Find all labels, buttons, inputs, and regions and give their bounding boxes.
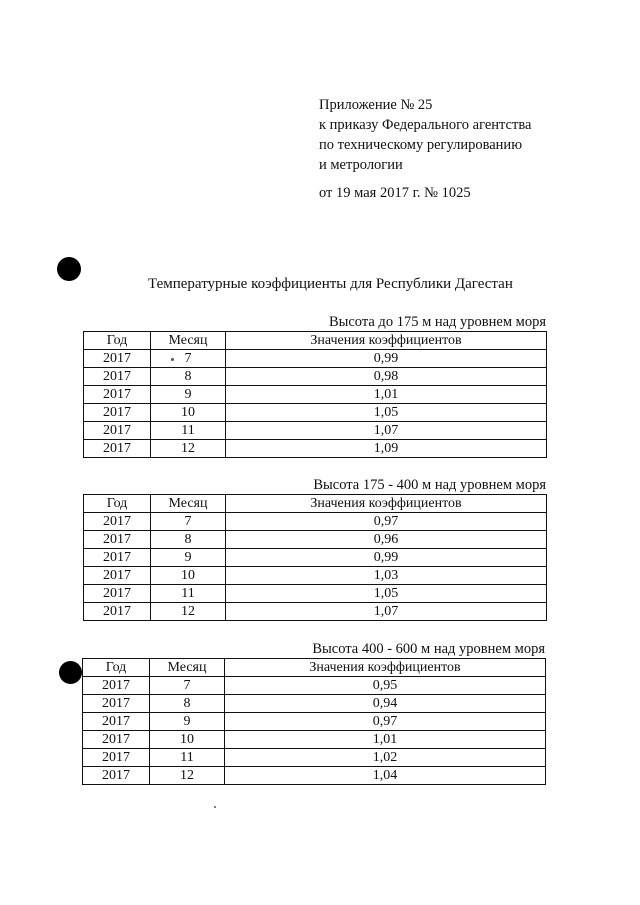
cell-value: 0,95 — [225, 677, 546, 695]
cell-value: 0,99 — [226, 350, 547, 368]
cell-month: 12 — [151, 440, 226, 458]
cell-year: 2017 — [84, 549, 151, 567]
table-row — [84, 350, 547, 368]
section-caption: Высота до 175 м над уровнем моря — [328, 314, 546, 330]
cell-year: 2017 — [84, 531, 151, 549]
punch-hole-bottom — [59, 661, 82, 684]
table-row — [84, 368, 547, 386]
cell-value: 1,01 — [226, 386, 547, 404]
header-month: Месяц — [151, 495, 226, 513]
header-value: Значения коэффициентов — [226, 332, 547, 350]
cell-month: 11 — [150, 749, 225, 767]
header-value: Значения коэффициентов — [225, 659, 546, 677]
cell-year: 2017 — [84, 368, 151, 386]
table-row — [84, 549, 547, 567]
cell-year: 2017 — [84, 567, 151, 585]
table-row — [84, 585, 547, 603]
cell-year: 2017 — [83, 677, 150, 695]
cell-year: 2017 — [84, 422, 151, 440]
table-row — [84, 404, 547, 422]
header-year: Год — [84, 332, 151, 350]
scan-speck — [171, 358, 174, 361]
header-year: Год — [83, 659, 150, 677]
appendix-order-line: к приказу Федерального агентства — [319, 117, 532, 133]
cell-value: 1,01 — [225, 731, 546, 749]
cell-value: 0,99 — [226, 549, 547, 567]
cell-value: 0,97 — [226, 513, 547, 531]
section-caption: Высота 175 - 400 м над уровнем моря — [313, 477, 546, 493]
cell-month: 7 — [151, 513, 226, 531]
cell-month: 7 — [151, 350, 226, 368]
cell-month: 10 — [151, 404, 226, 422]
cell-month: 8 — [151, 531, 226, 549]
document-title: Температурные коэффициенты для Республики Дагестан — [148, 276, 513, 292]
cell-month: 11 — [151, 422, 226, 440]
table-row — [84, 531, 547, 549]
scan-speck — [214, 806, 216, 808]
table-header-row — [84, 495, 547, 513]
cell-year: 2017 — [84, 440, 151, 458]
cell-month: 12 — [151, 603, 226, 621]
cell-year: 2017 — [84, 585, 151, 603]
header-month: Месяц — [151, 332, 226, 350]
cell-month: 8 — [151, 368, 226, 386]
cell-year: 2017 — [84, 350, 151, 368]
header-value: Значения коэффициентов — [226, 495, 547, 513]
table-row — [83, 695, 546, 713]
cell-value: 1,05 — [226, 585, 547, 603]
header-year: Год — [84, 495, 151, 513]
table-row — [84, 603, 547, 621]
appendix-metrology-line: и метрологии — [319, 157, 403, 173]
table-row — [84, 513, 547, 531]
cell-year: 2017 — [83, 749, 150, 767]
table-row — [83, 677, 546, 695]
table-row — [84, 440, 547, 458]
table-header-row — [83, 659, 546, 677]
appendix-date-line: от 19 мая 2017 г. № 1025 — [319, 185, 471, 201]
section-altitude-1 — [83, 313, 546, 458]
section-caption: Высота 400 - 600 м над уровнем моря — [312, 641, 545, 657]
table-row — [83, 767, 546, 785]
cell-month: 11 — [151, 585, 226, 603]
cell-value: 1,07 — [226, 422, 547, 440]
appendix-agency-line: по техническому регулированию — [319, 137, 523, 153]
cell-value: 0,94 — [225, 695, 546, 713]
cell-year: 2017 — [84, 603, 151, 621]
cell-year: 2017 — [84, 404, 151, 422]
table-row — [83, 713, 546, 731]
cell-value: 1,03 — [226, 567, 547, 585]
cell-month: 9 — [151, 549, 226, 567]
cell-year: 2017 — [83, 731, 150, 749]
coefficients-table — [82, 658, 546, 785]
cell-year: 2017 — [83, 767, 150, 785]
cell-month: 12 — [150, 767, 225, 785]
cell-value: 1,07 — [226, 603, 547, 621]
cell-value: 1,04 — [225, 767, 546, 785]
table-row — [84, 567, 547, 585]
punch-hole-top — [57, 257, 81, 281]
cell-month: 8 — [150, 695, 225, 713]
table-header-row — [84, 332, 547, 350]
cell-value: 1,09 — [226, 440, 547, 458]
cell-month: 7 — [150, 677, 225, 695]
cell-year: 2017 — [84, 513, 151, 531]
cell-value: 0,96 — [226, 531, 547, 549]
appendix-number: Приложение № 25 — [319, 97, 433, 113]
cell-value: 0,98 — [226, 368, 547, 386]
cell-month: 10 — [150, 731, 225, 749]
cell-value: 0,97 — [225, 713, 546, 731]
cell-year: 2017 — [83, 695, 150, 713]
coefficients-table — [83, 331, 547, 458]
section-altitude-2 — [83, 476, 546, 621]
cell-month: 10 — [151, 567, 226, 585]
section-altitude-3 — [82, 640, 545, 785]
appendix-header — [319, 95, 619, 203]
coefficients-table — [83, 494, 547, 621]
header-month: Месяц — [150, 659, 225, 677]
table-row — [83, 731, 546, 749]
table-row — [84, 386, 547, 404]
cell-month: 9 — [151, 386, 226, 404]
cell-value: 1,05 — [226, 404, 547, 422]
table-row — [83, 749, 546, 767]
cell-year: 2017 — [83, 713, 150, 731]
table-row — [84, 422, 547, 440]
cell-year: 2017 — [84, 386, 151, 404]
cell-month: 9 — [150, 713, 225, 731]
cell-value: 1,02 — [225, 749, 546, 767]
